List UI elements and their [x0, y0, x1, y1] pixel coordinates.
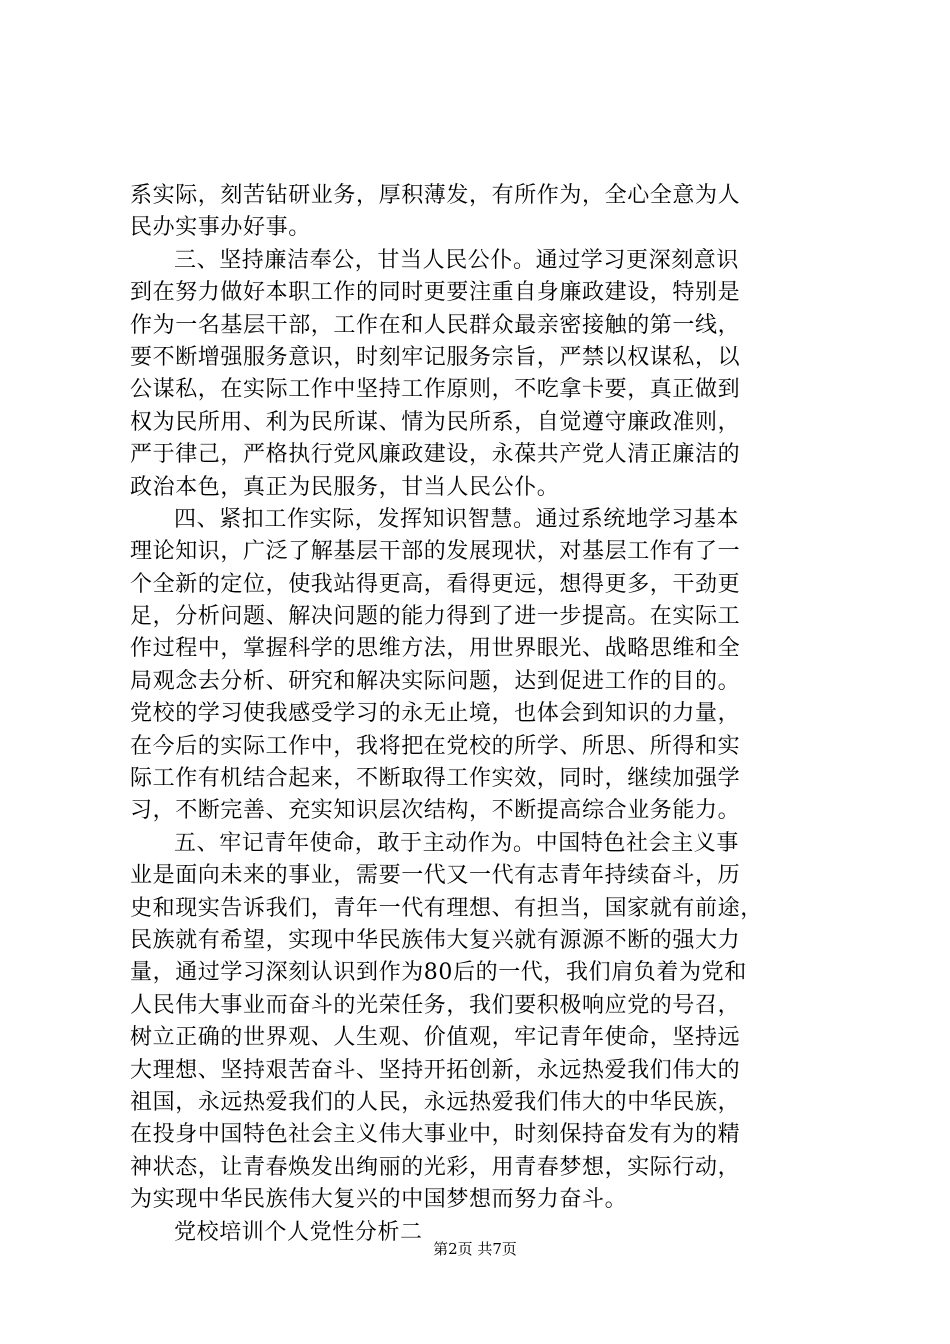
text-line: 树立正确的世界观、人生观、价值观，牢记青年使命，坚持远 [130, 1025, 741, 1051]
text-line: 权为民所用、利为民所谋、情为民所系，自觉遵守廉政准则， [130, 409, 741, 435]
section-heading-line: 三、坚持廉洁奉公，甘当人民公仆。通过学习更深刻意识 [174, 247, 740, 273]
text-line: 为实现中华民族伟大复兴的中国梦想而努力奋斗。 [130, 1187, 628, 1213]
text-line: 公谋私，在实际工作中坚持工作原则，不吃拿卡要，真正做到 [130, 377, 741, 403]
text-line: 量，通过学习深刻认识到作为80后的一代，我们肩负着为党和 [130, 960, 747, 986]
text-line: 人民伟大事业而奋斗的光荣任务，我们要积极响应党的号召， [130, 992, 741, 1018]
text-line: 足，分析问题、解决问题的能力得到了进一步提高。在实际工 [130, 604, 741, 630]
text-line: 政治本色，真正为民服务，甘当人民公仆。 [130, 474, 560, 500]
text-line: 民族就有希望，实现中华民族伟大复兴就有源源不断的强大力 [130, 927, 741, 953]
text-line: 大理想、坚持艰苦奋斗、坚持开拓创新，永远热爱我们伟大的 [130, 1057, 741, 1083]
text-line: 严于律己，严格执行党风廉政建设，永葆共产党人清正廉洁的 [130, 442, 741, 468]
text-line: 史和现实告诉我们，青年一代有理想、有担当，国家就有前途， [130, 895, 763, 921]
text-line: 神状态，让青春焕发出绚丽的光彩，用青春梦想，实际行动， [130, 1154, 741, 1180]
text-line: 际工作有机结合起来，不断取得工作实效，同时，继续加强学 [130, 766, 741, 792]
text-line: 局观念去分析、研究和解决实际问题，达到促进工作的目的。 [130, 668, 741, 694]
text-line: 党校的学习使我感受学习的永无止境，也体会到知识的力量， [130, 701, 741, 727]
text-line: 个全新的定位，使我站得更高，看得更远，想得更多，干劲更 [130, 571, 741, 597]
section-heading-line: 五、牢记青年使命，敢于主动作为。中国特色社会主义事 [174, 830, 740, 856]
text-line: 民办实事办好事。 [130, 215, 311, 241]
section-heading-line: 四、紧扣工作实际，发挥知识智慧。通过系统地学习基本 [174, 506, 740, 532]
text-line: 理论知识，广泛了解基层干部的发展现状，对基层工作有了一 [130, 539, 741, 565]
text-line: 业是面向未来的事业，需要一代又一代有志青年持续奋斗，历 [130, 863, 741, 889]
text-line: 习，不断完善、充实知识层次结构，不断提高综合业务能力。 [130, 798, 741, 824]
text-line: 祖国，永远热爱我们的人民，永远热爱我们伟大的中华民族， [130, 1089, 741, 1115]
text-line: 作为一名基层干部，工作在和人民群众最亲密接触的第一线， [130, 312, 741, 338]
text-line: 要不断增强服务意识，时刻牢记服务宗旨，严禁以权谋私，以 [130, 344, 741, 370]
text-line: 到在努力做好本职工作的同时更要注重自身廉政建设，特别是 [130, 280, 741, 306]
text-line: 系实际，刻苦钻研业务，厚积薄发，有所作为，全心全意为人 [130, 183, 741, 208]
page-number-footer: 第2页 共7页 [433, 1240, 517, 1258]
text-line: 在投身中国特色社会主义伟大事业中，时刻保持奋发有为的精 [130, 1122, 741, 1148]
text-line: 在今后的实际工作中，我将把在党校的所学、所思、所得和实 [130, 733, 741, 759]
document-body [130, 180, 830, 1249]
subtitle-line: 党校培训个人党性分析二 [174, 1219, 423, 1245]
text-line: 作过程中，掌握科学的思维方法，用世界眼光、战略思维和全 [130, 636, 741, 662]
